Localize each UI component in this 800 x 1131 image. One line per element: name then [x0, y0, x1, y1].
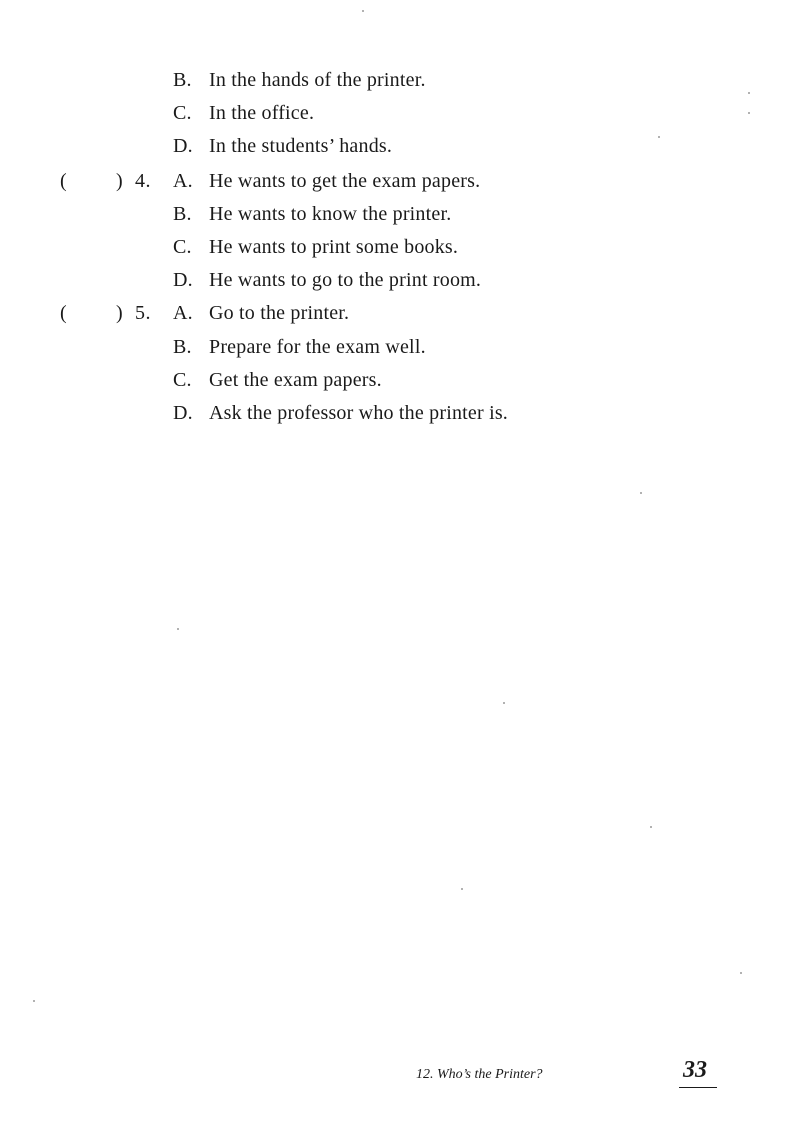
option-text: He wants to know the printer.	[209, 203, 452, 225]
option-letter: D.	[173, 402, 193, 424]
option-5d	[173, 403, 508, 423]
scan-speck	[748, 92, 750, 94]
option-5c	[173, 370, 382, 390]
option-text: He wants to print some books.	[209, 236, 459, 258]
scan-speck	[740, 972, 742, 974]
option-letter: B.	[173, 69, 192, 91]
option-5a	[173, 303, 349, 323]
page-number: 33	[683, 1057, 707, 1083]
option-4d	[173, 270, 481, 290]
answer-blank-open-5: (	[60, 302, 67, 324]
scan-speck	[658, 136, 660, 138]
page-number-underline	[679, 1087, 717, 1088]
scan-speck	[650, 826, 652, 828]
option-text: He wants to get the exam papers.	[209, 170, 481, 192]
option-3b	[173, 70, 426, 90]
scan-speck	[640, 492, 642, 494]
option-4b	[173, 204, 451, 224]
option-3c	[173, 103, 314, 123]
answer-blank-open-4: (	[60, 170, 67, 192]
option-text: He wants to go to the print room.	[209, 269, 482, 291]
answer-blank-close-4: )	[116, 170, 123, 192]
option-letter: B.	[173, 203, 192, 225]
question-number-4: 4.	[135, 170, 151, 192]
scan-speck	[362, 10, 364, 12]
option-text: In the office.	[209, 102, 315, 124]
option-letter: C.	[173, 369, 192, 391]
question-number-5: 5.	[135, 302, 151, 324]
answer-blank-close-5: )	[116, 302, 123, 324]
option-4a	[173, 171, 480, 191]
option-text: In the hands of the printer.	[209, 69, 426, 91]
option-letter: C.	[173, 102, 192, 124]
option-letter: A.	[173, 170, 193, 192]
option-text: Go to the printer.	[209, 302, 350, 324]
option-4c	[173, 237, 458, 257]
scan-speck	[177, 628, 179, 630]
option-letter: D.	[173, 269, 193, 291]
option-text: Prepare for the exam well.	[209, 336, 426, 358]
option-letter: D.	[173, 135, 193, 157]
running-footer-title: 12. Who’s the Printer?	[416, 1067, 543, 1082]
option-text: In the students’ hands.	[209, 135, 393, 157]
scan-speck	[748, 112, 750, 114]
option-3d	[173, 136, 392, 156]
option-text: Get the exam papers.	[209, 369, 382, 391]
scan-speck	[461, 888, 463, 890]
option-5b	[173, 337, 426, 357]
option-text: Ask the professor who the printer is.	[209, 402, 509, 424]
scan-speck	[33, 1000, 35, 1002]
option-letter: C.	[173, 236, 192, 258]
scan-speck	[503, 702, 505, 704]
option-letter: A.	[173, 302, 193, 324]
option-letter: B.	[173, 336, 192, 358]
